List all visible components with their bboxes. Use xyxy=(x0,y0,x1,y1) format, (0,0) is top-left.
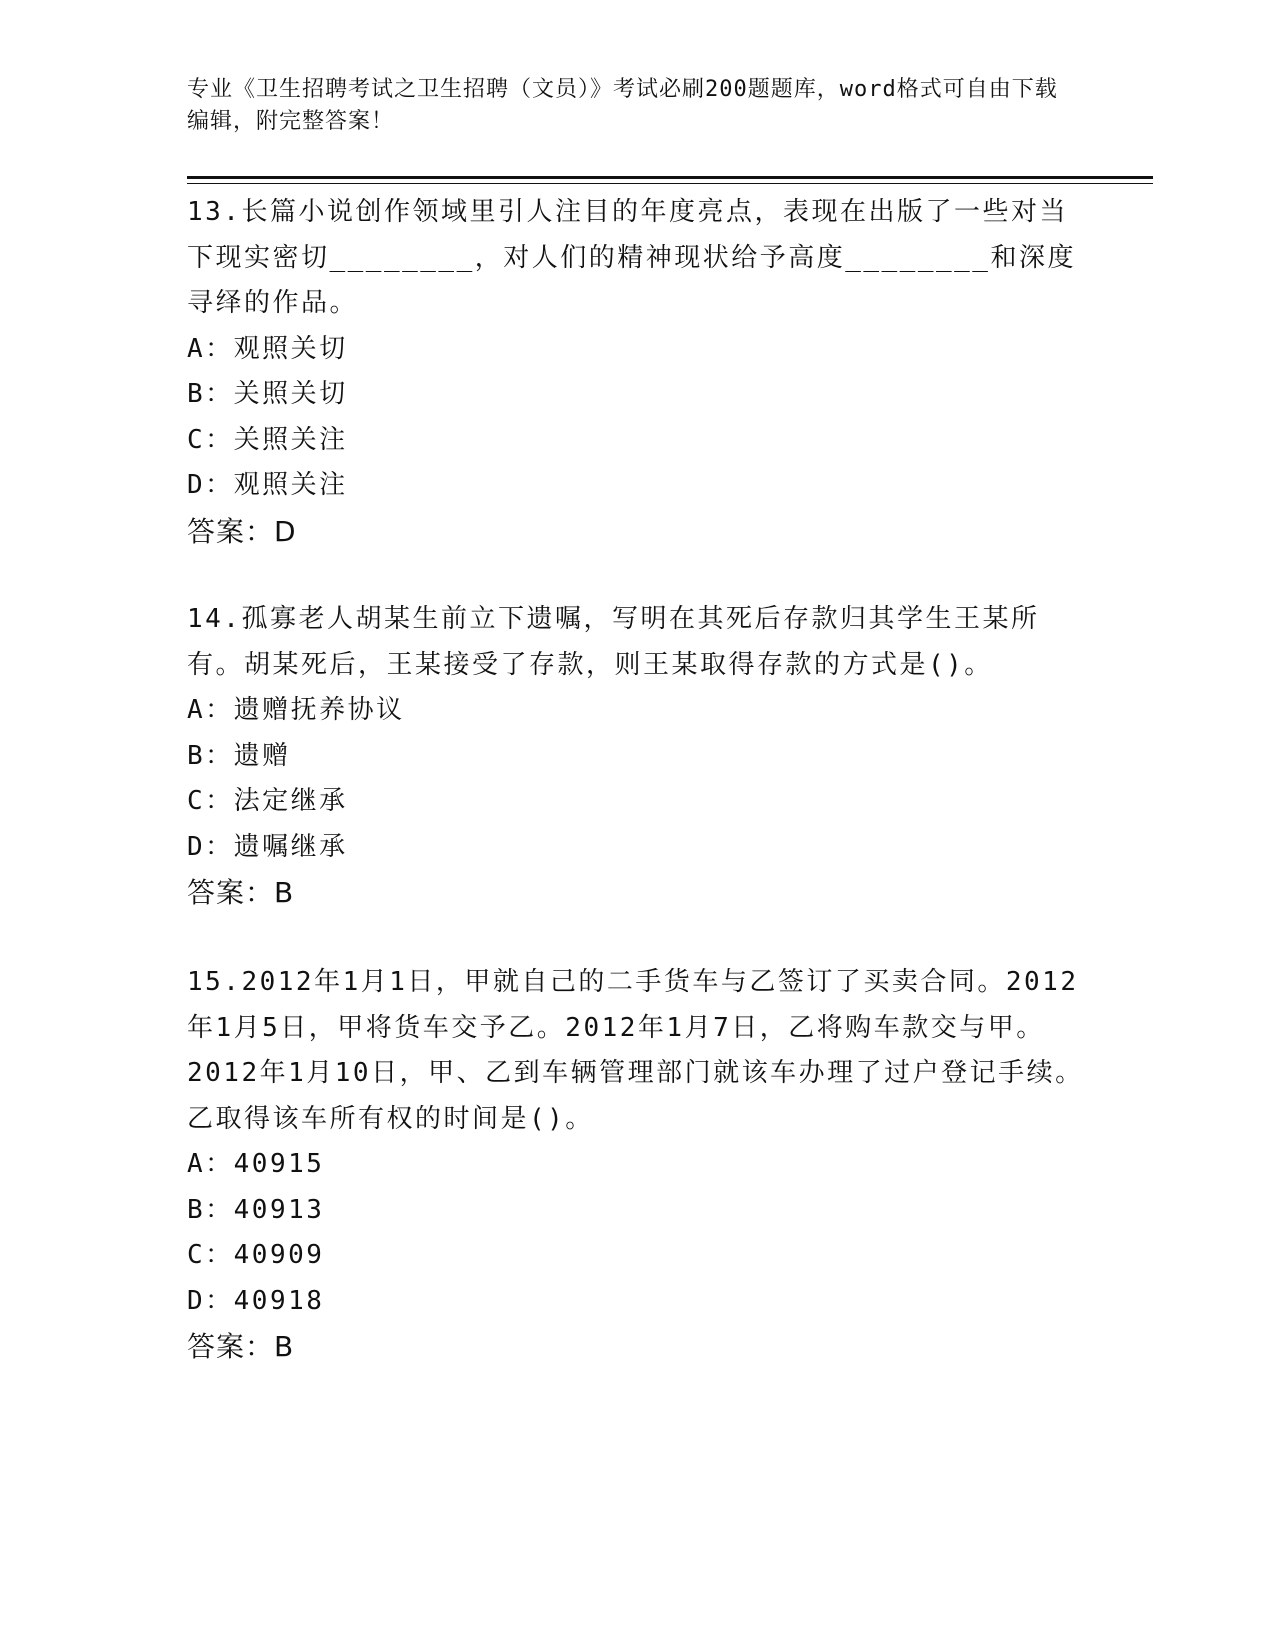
document-header: 专业《卫生招聘考试之卫生招聘（文员）》考试必刷200题题库，word格式可自由下载编辑，附完整答案！ xyxy=(187,77,1058,134)
question-15 xyxy=(187,960,1087,1370)
option-a: A：遗赠抚养协议 xyxy=(187,695,405,725)
option-c: C：法定继承 xyxy=(187,786,348,816)
header-divider-thick xyxy=(187,176,1153,179)
answer-line: 答案：B xyxy=(187,876,295,909)
question-stem: 13.长篇小说创作领域里引人注目的年度亮点，表现在出版了一些对当下现实密切________，对人们的精神现状给予高度________和深度寻绎的作品。 xyxy=(187,197,1076,318)
question-stem: 15.2012年1月1日，甲就自己的二手货车与乙签订了买卖合同。2012年1月5日，甲将货车交予乙。2012年1月7日，乙将购车款交与甲。2012年1月10日，甲、乙到车辆管理部门就该车办理了过户登记手续。乙取得该车所有权的时间是()。 xyxy=(187,967,1084,1134)
option-c: C：关照关注 xyxy=(187,424,348,455)
option-a: A：观照关切 xyxy=(187,333,348,364)
option-d: D：40918 xyxy=(187,1285,325,1316)
answer-line: 答案：D xyxy=(187,514,297,548)
option-b: B：40913 xyxy=(187,1194,325,1225)
question-14 xyxy=(187,597,1087,916)
option-b: B：关照关切 xyxy=(187,379,348,409)
option-d: D：观照关注 xyxy=(187,470,348,500)
option-b: B：遗赠 xyxy=(187,740,291,771)
option-c: C：40909 xyxy=(187,1240,325,1270)
option-a: A：40915 xyxy=(187,1149,325,1179)
answer-line: 答案：B xyxy=(187,1330,295,1363)
question-stem: 14.孤寡老人胡某生前立下遗嘱，写明在其死后存款归其学生王某所有。胡某死后，王某接受了存款，则王某取得存款的方式是()。 xyxy=(187,604,1040,680)
option-d: D：遗嘱继承 xyxy=(187,831,348,862)
question-13 xyxy=(187,190,1087,554)
header-divider-thin xyxy=(187,183,1153,184)
